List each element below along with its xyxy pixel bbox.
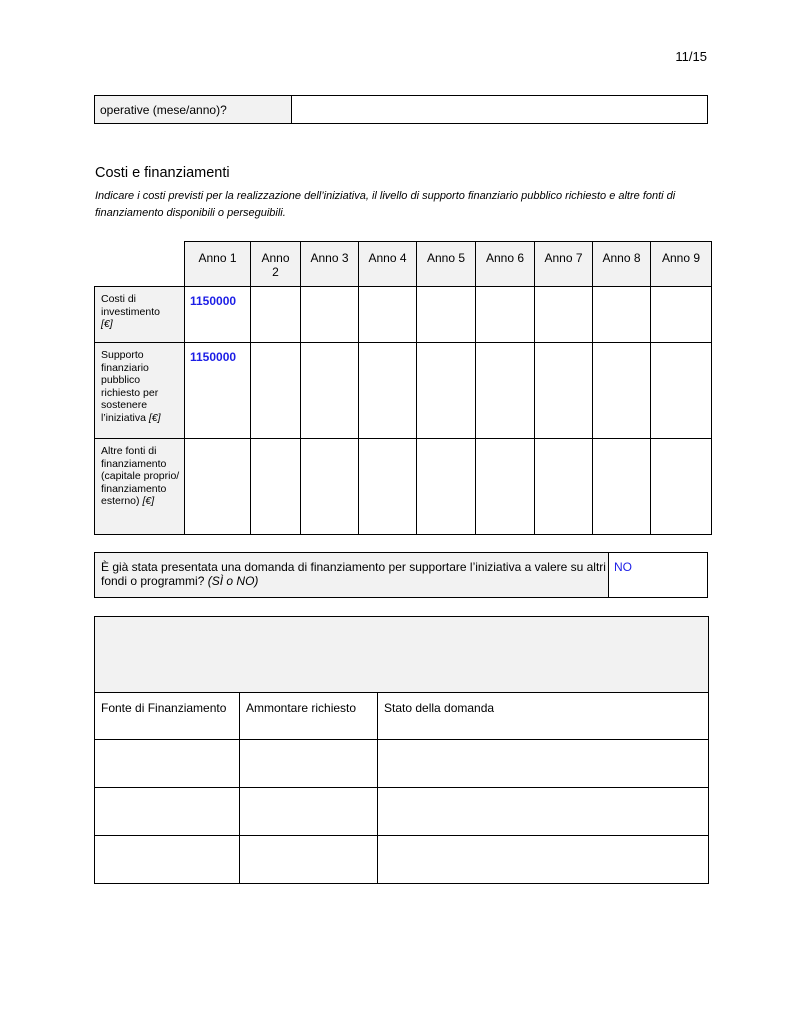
table-row <box>95 343 712 439</box>
table-cell[interactable] <box>95 788 240 836</box>
year-header: Anno 5 <box>417 242 476 287</box>
prior-application-answer[interactable]: NO <box>609 553 708 598</box>
funding-table-header-band <box>95 617 709 693</box>
year-header: Anno 8 <box>593 242 651 287</box>
costs-table <box>94 241 712 535</box>
year-header: Anno 2 <box>251 242 301 287</box>
table-cell[interactable] <box>251 287 301 343</box>
table-row <box>95 836 709 884</box>
year-header: Anno 6 <box>476 242 535 287</box>
table-cell[interactable] <box>240 788 378 836</box>
table-cell[interactable] <box>593 439 651 535</box>
table-cell[interactable] <box>417 287 476 343</box>
table-cell[interactable] <box>593 343 651 439</box>
section-title: Costi e finanziamenti <box>95 165 230 181</box>
table-cell[interactable] <box>651 439 712 535</box>
year-header: Anno 1 <box>185 242 251 287</box>
table-cell[interactable] <box>378 740 709 788</box>
table-cell[interactable] <box>301 439 359 535</box>
public-support-year1[interactable]: 1150000 <box>185 343 251 439</box>
table-cell[interactable] <box>301 343 359 439</box>
table-cell[interactable] <box>476 439 535 535</box>
table-cell[interactable] <box>417 343 476 439</box>
table-cell[interactable] <box>95 740 240 788</box>
table-cell[interactable] <box>378 836 709 884</box>
table-row <box>95 788 709 836</box>
prior-application-table <box>94 552 708 598</box>
table-cell[interactable] <box>651 287 712 343</box>
table-cell[interactable] <box>476 343 535 439</box>
operations-date-table <box>94 95 708 124</box>
year-header: Anno 9 <box>651 242 712 287</box>
operations-date-label: operative (mese/anno)? <box>95 96 292 124</box>
table-cell[interactable] <box>251 343 301 439</box>
table-row <box>95 740 709 788</box>
investment-costs-year1[interactable]: 1150000 <box>185 287 251 343</box>
row-label-investment-costs: Costi di investimento [€] <box>95 287 185 343</box>
section-description: Indicare i costi previsti per la realizzazione dell’iniziativa, il livello di supporto finanziario pubblico richiesto e altre fonti di finanziamento disponibili o perseguibili. <box>95 190 676 219</box>
table-row <box>95 439 712 535</box>
table-row <box>95 287 712 343</box>
year-header: Anno 4 <box>359 242 417 287</box>
table-cell[interactable] <box>240 740 378 788</box>
table-cell[interactable] <box>476 287 535 343</box>
table-cell[interactable] <box>240 836 378 884</box>
row-label-other-sources: Altre fonti di finanziamento (capitale proprio/ finanziamento esterno) [€] <box>95 439 185 535</box>
prior-application-question: È già stata presentata una domanda di finanziamento per supportare l’iniziativa a valere su altri fondi o programmi? (SÌ o NO) <box>95 553 609 598</box>
column-header-status: Stato della domanda <box>378 693 709 740</box>
table-cell[interactable] <box>651 343 712 439</box>
operations-date-field[interactable] <box>292 96 708 124</box>
column-header-source: Fonte di Finanziamento <box>95 693 240 740</box>
column-header-amount: Ammontare richiesto <box>240 693 378 740</box>
row-label-public-support: Supporto finanziario pubblico richiesto per sostenere l’iniziativa [€] <box>95 343 185 439</box>
table-cell[interactable] <box>535 439 593 535</box>
costs-table-corner <box>95 242 185 287</box>
year-header: Anno 3 <box>301 242 359 287</box>
table-cell[interactable] <box>359 287 417 343</box>
table-cell[interactable] <box>95 836 240 884</box>
year-header: Anno 7 <box>535 242 593 287</box>
table-cell[interactable] <box>378 788 709 836</box>
table-cell[interactable] <box>251 439 301 535</box>
table-cell[interactable] <box>359 343 417 439</box>
funding-sources-table <box>94 616 709 884</box>
table-cell[interactable] <box>593 287 651 343</box>
page-number: 11/15 <box>675 49 707 64</box>
table-cell[interactable] <box>359 439 417 535</box>
table-cell[interactable] <box>301 287 359 343</box>
table-cell[interactable] <box>535 343 593 439</box>
table-cell[interactable] <box>535 287 593 343</box>
table-cell[interactable] <box>417 439 476 535</box>
other-sources-year1[interactable] <box>185 439 251 535</box>
